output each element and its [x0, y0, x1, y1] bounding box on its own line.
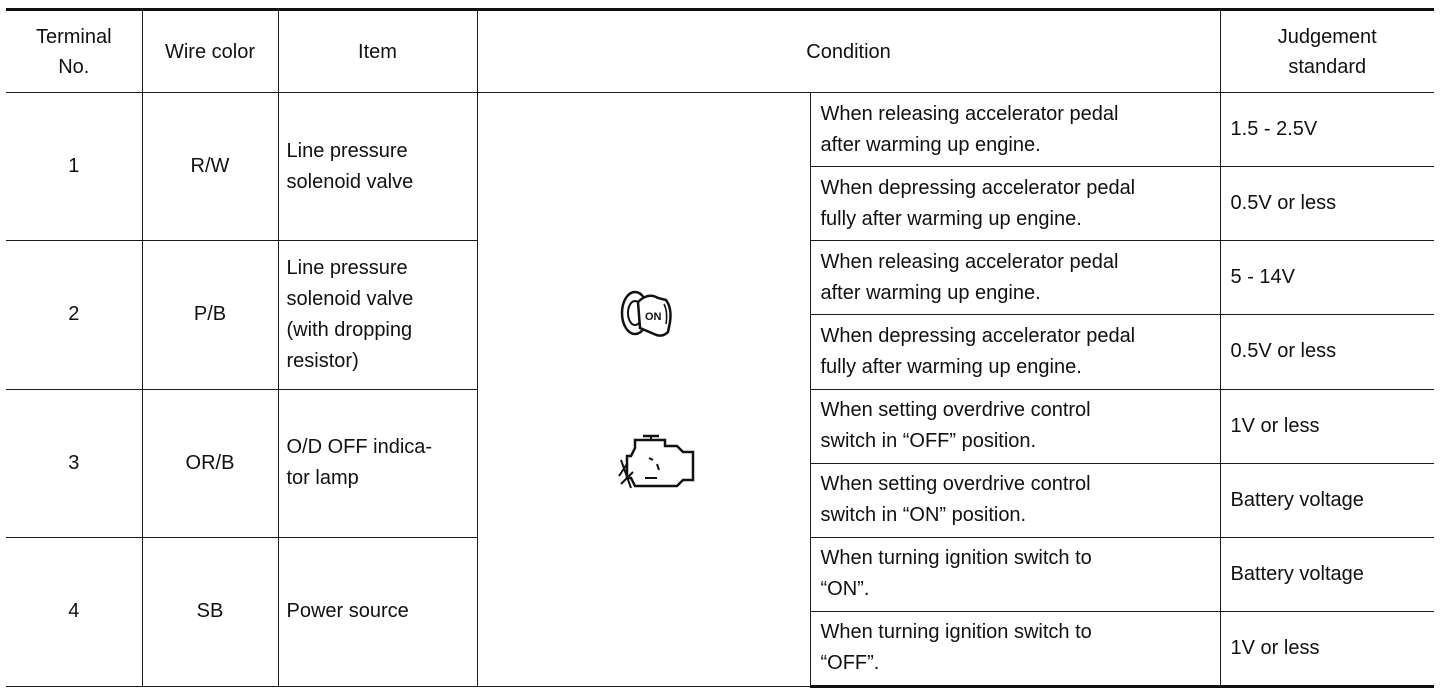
judgement-value: Battery voltage	[1220, 537, 1434, 611]
condition-text: fully after warming up engine.	[820, 207, 1082, 230]
judgement-value: 1.5 - 2.5V	[1220, 93, 1434, 167]
condition-cell	[810, 315, 1220, 389]
wire-color: SB	[142, 537, 278, 686]
condition-cell	[810, 611, 1220, 686]
condition-text: When setting overdrive control	[820, 399, 1091, 422]
wire-color: R/W	[142, 93, 278, 241]
item-text: tor lamp	[286, 467, 359, 490]
terminal-no: 2	[6, 241, 142, 389]
condition-text: after warming up engine.	[820, 281, 1041, 304]
terminal-no: 3	[6, 389, 142, 537]
item-text: O/D OFF indica-	[286, 436, 433, 459]
condition-text: fully after warming up engine.	[820, 355, 1082, 378]
judgement-value: 5 - 14V	[1220, 241, 1434, 315]
item-text: Line pressure	[286, 256, 408, 279]
ignition-key-on-icon	[618, 278, 674, 348]
header-judgement-line1: Judgement	[1277, 25, 1377, 48]
condition-cell	[810, 93, 1220, 167]
condition-cell	[810, 463, 1220, 537]
svg-text:ON: ON	[644, 311, 661, 324]
header-judgement-line2: standard	[1288, 55, 1367, 78]
header-judgement-standard	[1220, 10, 1434, 93]
judgement-value: 1V or less	[1220, 389, 1434, 463]
item-text: Line pressure	[286, 139, 408, 162]
table-header-row	[6, 10, 1434, 93]
item-text: (with dropping	[286, 318, 413, 341]
terminal-no: 1	[6, 93, 142, 241]
item-text: solenoid valve	[286, 287, 414, 310]
item-cell	[278, 93, 477, 241]
condition-cell	[810, 167, 1220, 241]
item-cell	[278, 241, 477, 389]
condition-text: after warming up engine.	[820, 133, 1041, 156]
condition-text: switch in “OFF” position.	[820, 430, 1037, 453]
judgement-value: 0.5V or less	[1220, 315, 1434, 389]
header-terminal-no	[6, 10, 142, 93]
terminal-no: 4	[6, 537, 142, 686]
condition-text: When depressing accelerator pedal	[820, 176, 1136, 199]
condition-text: When turning ignition switch to	[820, 621, 1092, 644]
wire-color: P/B	[142, 241, 278, 389]
item-text: Power source	[286, 600, 409, 623]
judgement-value: 0.5V or less	[1220, 167, 1434, 241]
judgement-value: 1V or less	[1220, 611, 1434, 686]
condition-text: switch in “ON” position.	[820, 504, 1027, 527]
condition-text: “ON”.	[820, 578, 870, 601]
header-item: Item	[278, 10, 477, 93]
wire-color: OR/B	[142, 389, 278, 537]
condition-cell	[810, 389, 1220, 463]
condition-text: When releasing accelerator pedal	[820, 250, 1119, 273]
engine-check-icon	[613, 426, 703, 496]
condition-cell	[810, 241, 1220, 315]
condition-text: “OFF”.	[820, 652, 880, 675]
header-wire-color: Wire color	[142, 10, 278, 93]
condition-text: When depressing accelerator pedal	[820, 324, 1136, 347]
header-terminal-line2: No.	[58, 55, 90, 78]
judgement-value: Battery voltage	[1220, 463, 1434, 537]
terminal-spec-table	[6, 8, 1434, 688]
header-terminal-line1: Terminal	[35, 25, 112, 48]
condition-cell	[810, 537, 1220, 611]
condition-text: When setting overdrive control	[820, 473, 1091, 496]
condition-text: When releasing accelerator pedal	[820, 102, 1119, 125]
item-text: resistor)	[286, 349, 359, 372]
item-cell	[278, 389, 477, 537]
header-condition: Condition	[477, 10, 1220, 93]
condition-icons-cell	[477, 93, 810, 687]
table-row	[6, 93, 1434, 167]
item-cell	[278, 537, 477, 686]
item-text: solenoid valve	[286, 170, 414, 193]
condition-text: When turning ignition switch to	[820, 547, 1092, 570]
